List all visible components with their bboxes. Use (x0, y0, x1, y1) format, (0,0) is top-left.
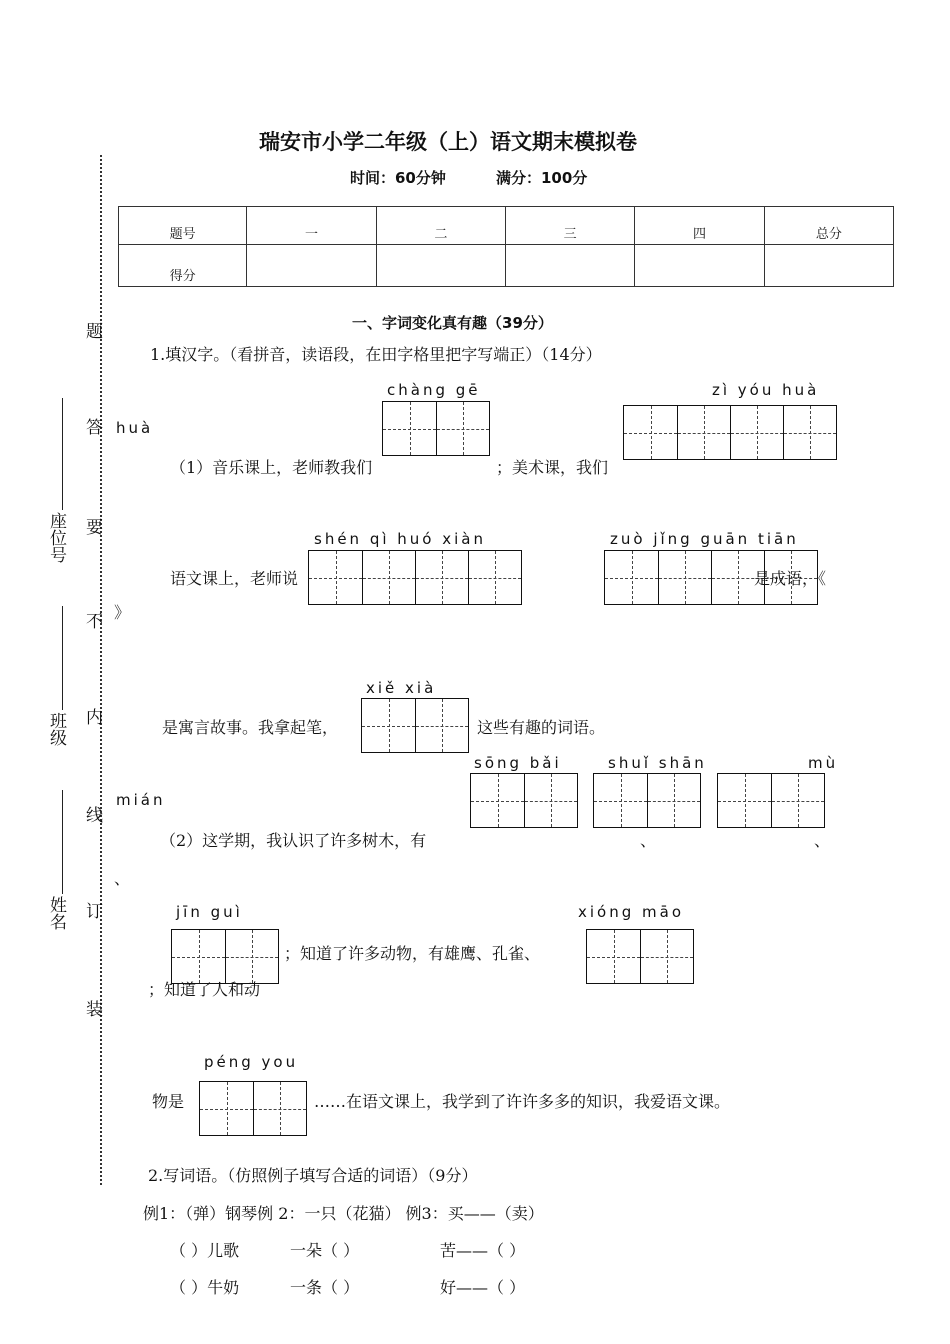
binding-char-zhuang: 装 (82, 1000, 102, 1017)
tianzige-cell[interactable] (253, 1082, 306, 1135)
tianzige-cell[interactable] (436, 402, 489, 455)
score-cell-total[interactable] (764, 245, 893, 287)
q1-text-2e: ……在语文课上，我学到了许许多多的知识，我爱语文课。 (314, 1092, 731, 1111)
tianzige-cell[interactable] (225, 930, 278, 983)
tianzige-cell[interactable] (471, 774, 524, 827)
q1-prompt: 1.填汉字。（看拼音，读语段，在田字格里把字写端正）（14分） (150, 345, 602, 364)
tianzige-cell[interactable] (594, 774, 647, 827)
pinyin-changge: chàng gē (387, 381, 481, 399)
binding-char-nei: 内 (82, 708, 102, 725)
tianzige-cell[interactable] (677, 406, 730, 459)
tianzige-cell[interactable] (624, 406, 677, 459)
tianzige-cell[interactable] (640, 930, 693, 983)
q1-text-1d: 是成语，《 (754, 569, 827, 588)
binding-char-yao: 要 (82, 518, 102, 535)
score-header-2: 二 (376, 207, 505, 245)
q2-row2-item2[interactable]: 一条（ ） (290, 1278, 360, 1297)
pinyin-mu: mù (808, 754, 839, 772)
score-header-tihao: 题号 (119, 207, 247, 245)
tianzige-pengyou[interactable] (199, 1081, 307, 1136)
score-cell-3[interactable] (506, 245, 635, 287)
score-row-label: 得分 (119, 245, 247, 287)
q1-sep-3: 、 (114, 869, 131, 888)
pinyin-shuishan: shuǐ shān (608, 754, 707, 772)
score-cell-1[interactable] (247, 245, 376, 287)
section1-title: 一、字词变化真有趣（39分） (352, 314, 553, 332)
page-title: 瑞安市小学二年级（上）语文期末模拟卷 (259, 130, 637, 154)
pinyin-songbai: sōng bǎi (474, 754, 562, 772)
q1-sep-2: 、 (814, 831, 831, 850)
binding-char-bu: 不 (82, 612, 102, 629)
tianzige-shenqihuoxian[interactable] (308, 550, 522, 605)
tianzige-cell[interactable] (783, 406, 836, 459)
pinyin-mian: mián (116, 791, 166, 809)
q1-text-1e: 》 (114, 603, 131, 622)
q1-text-1g: 这些有趣的词语。 (477, 718, 606, 737)
q1-text-2a: （2）这学期，我认识了许多树木，有 (160, 831, 427, 850)
tianzige-xiexia[interactable] (361, 698, 469, 753)
q1-text-1a: （1）音乐课上，老师教我们 (170, 458, 373, 477)
score-table (118, 206, 894, 287)
binding-dotted-line (100, 155, 102, 1185)
pinyin-jingui: jīn guì (176, 903, 243, 921)
q1-sep-1: 、 (640, 831, 657, 850)
class-label: 班级 (46, 712, 66, 746)
tianzige-cell[interactable] (415, 699, 468, 752)
pinyin-zuojingguantian: zuò jǐng guān tiān (610, 530, 799, 548)
pinyin-hua: huà (116, 419, 154, 437)
pinyin-ziyouhua: zì yóu huà (712, 381, 820, 399)
pinyin-pengyou: péng you (204, 1053, 299, 1071)
tianzige-cell[interactable] (200, 1082, 253, 1135)
tianzige-cell[interactable] (647, 774, 700, 827)
binding-char-da: 答 (82, 418, 102, 435)
score-header-total: 总分 (764, 207, 893, 245)
pinyin-xiexia: xiě xià (366, 679, 437, 697)
q1-text-2d: 物是 (152, 1092, 185, 1111)
score-header-1: 一 (247, 207, 376, 245)
name-label: 姓名 (46, 896, 66, 930)
q1-text-1f: 是寓言故事。我拿起笔， (162, 718, 339, 737)
binding-char-ti: 题 (82, 322, 102, 339)
tianzige-cell[interactable] (605, 551, 658, 604)
tianzige-cell[interactable] (362, 551, 415, 604)
tianzige-songbai[interactable] (470, 773, 578, 828)
tianzige-cell[interactable] (383, 402, 436, 455)
score-cell-4[interactable] (635, 245, 764, 287)
binding-char-xian: 线 (82, 806, 102, 823)
seat-blank[interactable] (62, 398, 63, 510)
class-blank[interactable] (62, 606, 63, 710)
binding-char-ding: 订 (82, 902, 102, 919)
tianzige-changge[interactable] (382, 401, 490, 456)
q2-row2-item1[interactable]: （ ）牛奶 (170, 1278, 240, 1297)
q2-example: 例1：（弹）钢琴例 2：一只（花猫） 例3：买——（卖） (143, 1204, 544, 1223)
q2-row1-item2[interactable]: 一朵（ ） (290, 1241, 360, 1260)
q2-row1-item3[interactable]: 苦——（ ） (440, 1241, 526, 1260)
tianzige-cell[interactable] (362, 699, 415, 752)
tianzige-xiongmao[interactable] (586, 929, 694, 984)
tianzige-shuishan[interactable] (593, 773, 701, 828)
pinyin-xiongmao: xióng māo (578, 903, 684, 921)
q2-prompt: 2.写词语。（仿照例子填写合适的词语）（9分） (148, 1166, 478, 1185)
tianzige-cell[interactable] (730, 406, 783, 459)
tianzige-cell[interactable] (172, 930, 225, 983)
tianzige-cell[interactable] (415, 551, 468, 604)
tianzige-cell[interactable] (309, 551, 362, 604)
q2-row2-item3[interactable]: 好——（ ） (440, 1278, 526, 1297)
tianzige-cell[interactable] (587, 930, 640, 983)
tianzige-cell[interactable] (468, 551, 521, 604)
tianzige-cell[interactable] (718, 774, 771, 827)
tianzige-cell[interactable] (771, 774, 824, 827)
score-header-4: 四 (635, 207, 764, 245)
q1-text-2b: ；知道了许多动物，有雄鹰、孔雀、 (284, 944, 541, 963)
time-label: 时间：60分钟 (350, 169, 446, 187)
tianzige-jingui[interactable] (171, 929, 279, 984)
q1-text-2c: ；知道了人和动 (148, 980, 261, 999)
score-cell-2[interactable] (376, 245, 505, 287)
tianzige-cell[interactable] (524, 774, 577, 827)
score-label: 满分：100分 (496, 169, 588, 187)
name-blank[interactable] (62, 790, 63, 894)
q1-text-1c: 语文课上，老师说 (170, 569, 299, 588)
tianzige-mumian[interactable] (717, 773, 825, 828)
q1-text-1b: ；美术课，我们 (496, 458, 609, 477)
tianzige-cell[interactable] (658, 551, 711, 604)
pinyin-shenqihuoxian: shén qì huó xiàn (314, 530, 486, 548)
tianzige-ziyouhua[interactable] (623, 405, 837, 460)
seat-label: 座位号 (46, 512, 66, 563)
q2-row1-item1[interactable]: （ ）儿歌 (170, 1241, 240, 1260)
score-header-3: 三 (506, 207, 635, 245)
